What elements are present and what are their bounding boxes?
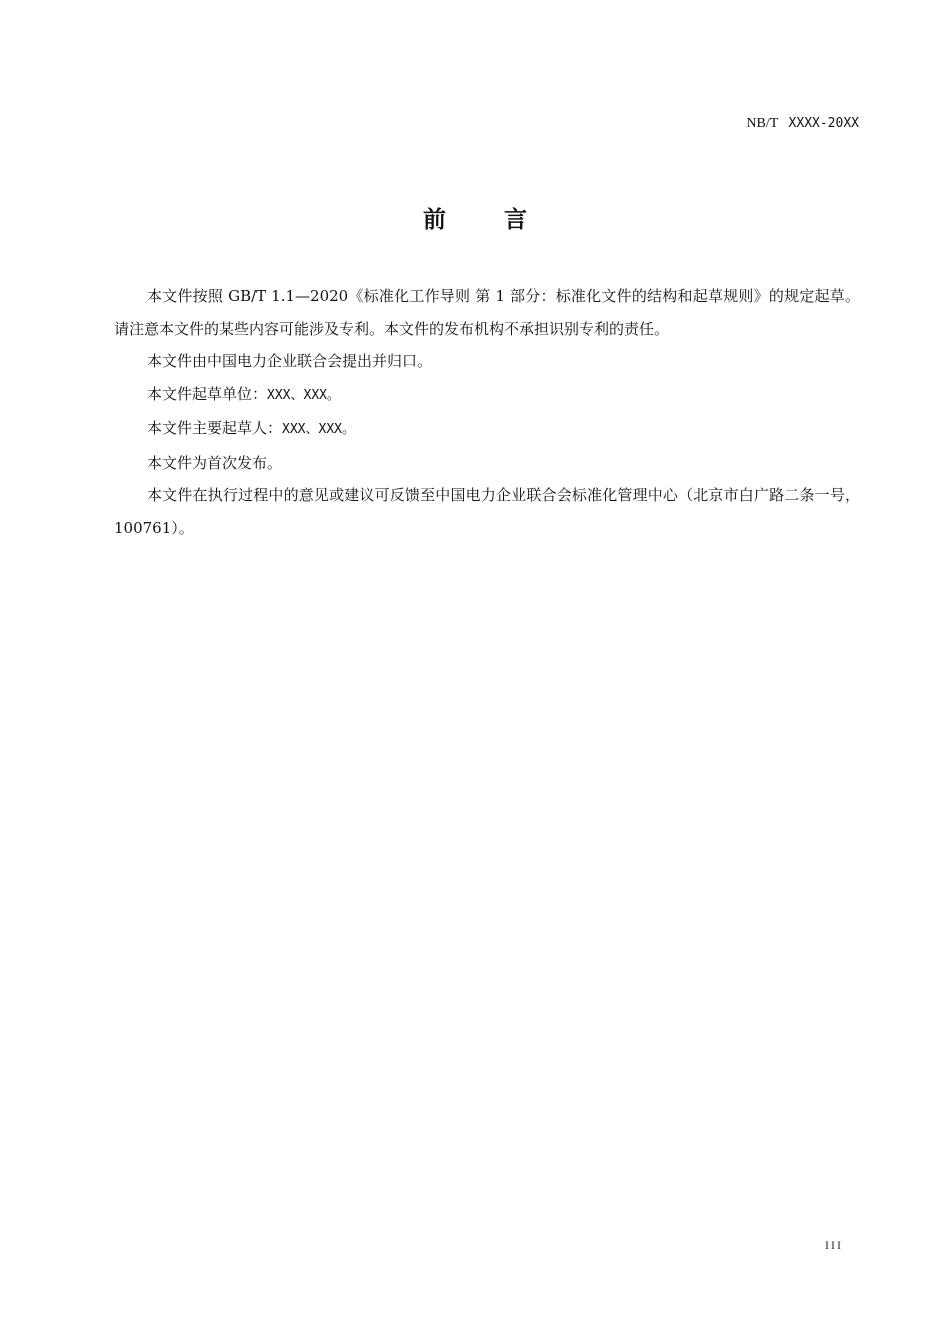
page-number: III bbox=[825, 1238, 843, 1252]
paragraph-first-release: 本文件为首次发布。 bbox=[147, 453, 283, 472]
title-char-2: 言 bbox=[504, 207, 527, 233]
main-drafters-value: XXX、XXX。 bbox=[282, 422, 355, 437]
paragraph-feedback: 本文件在执行过程中的意见或建议可反馈至中国电力企业联合会标准化管理中心（北京市白广路二条一号，100761）。 bbox=[114, 486, 860, 537]
drafting-units-label: 本文件起草单位： bbox=[147, 384, 268, 403]
drafting-units-value: XXX、XXX。 bbox=[267, 387, 340, 403]
title-char-1: 前 bbox=[423, 207, 446, 233]
main-drafters-label: 本文件主要起草人： bbox=[147, 419, 283, 437]
paragraph-drafting-rules: 本文件按照 GB/T 1.1—2020《标准化工作导则 第 1 部分：标准化文件的结构和起草规则》的规定起草。请注意本文件的某些内容可能涉及专利。本文件的发布机构不承担识别专利的责任。 bbox=[114, 287, 860, 338]
foreword-body bbox=[114, 280, 860, 544]
paragraph-proposer: 本文件由中国电力企业联合会提出并归口。 bbox=[147, 352, 433, 370]
standard-prefix: NB/T bbox=[746, 116, 779, 131]
paragraph-drafting-units bbox=[114, 378, 860, 413]
paragraph-main-drafters bbox=[114, 412, 860, 447]
standard-code bbox=[746, 114, 859, 134]
standard-number: XXXX-20XX bbox=[788, 116, 859, 131]
page-title bbox=[0, 204, 950, 236]
